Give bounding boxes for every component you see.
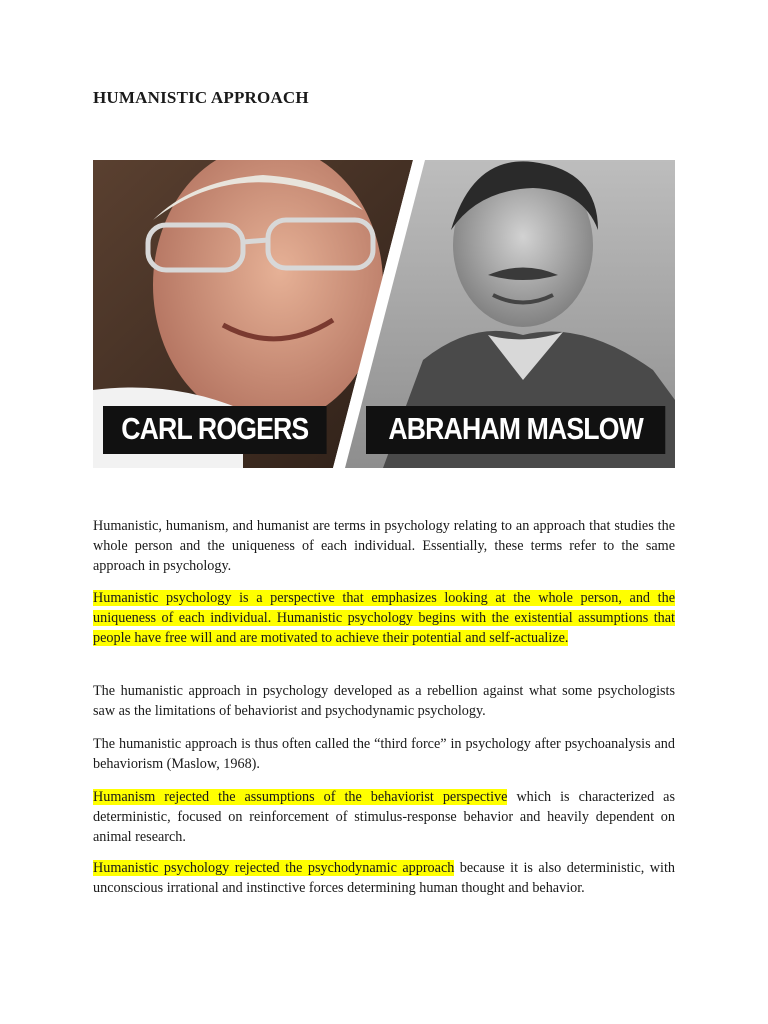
paragraph-1 xyxy=(93,516,675,576)
paragraph-3 xyxy=(93,681,675,721)
highlighted-text: Humanistic psychology rejected the psychodynamic approach xyxy=(93,860,455,876)
paragraph-text: because it is also deterministic, with unconscious irrational and instinctive forces determining human thought and behavior. xyxy=(93,860,675,896)
paragraph-text: The humanistic approach in psychology developed as a rebellion against what some psychologists saw as the limitations of behaviorist and psychodynamic psychology. xyxy=(93,683,675,719)
paragraph-text: The humanistic approach is thus often called the “third force” in psychology after psychoanalysis and behaviorism (Maslow, 1968). xyxy=(93,736,675,772)
highlighted-text: Humanistic psychology is a perspective that emphasizes looking at the whole person, and the uniqueness of each individual. Humanistic psychology begins with the existential assumptions that people have free will and are motivated to achieve their potential and self-actualize. xyxy=(93,590,675,646)
highlighted-text: Humanism rejected the assumptions of the behaviorist perspective xyxy=(93,789,508,805)
paragraph-5 xyxy=(93,787,675,847)
abraham-maslow-label: ABRAHAM MASLOW xyxy=(366,406,665,454)
paragraph-4 xyxy=(93,734,675,774)
portrait-image xyxy=(93,160,675,468)
paragraph-text: which is characterized as deterministic, focused on reinforcement of stimulus-response behavior and heavily dependent on animal research. xyxy=(93,789,675,845)
carl-rogers-label: CARL ROGERS xyxy=(103,406,327,454)
paragraph-2 xyxy=(93,588,675,648)
paragraph-text: Humanistic, humanism, and humanist are terms in psychology relating to an approach that studies the whole person and the uniqueness of each individual. Essentially, these terms refer to the same approach in psychology. xyxy=(93,518,675,574)
page-title: HUMANISTIC APPROACH xyxy=(93,88,309,107)
paragraph-6 xyxy=(93,858,675,898)
